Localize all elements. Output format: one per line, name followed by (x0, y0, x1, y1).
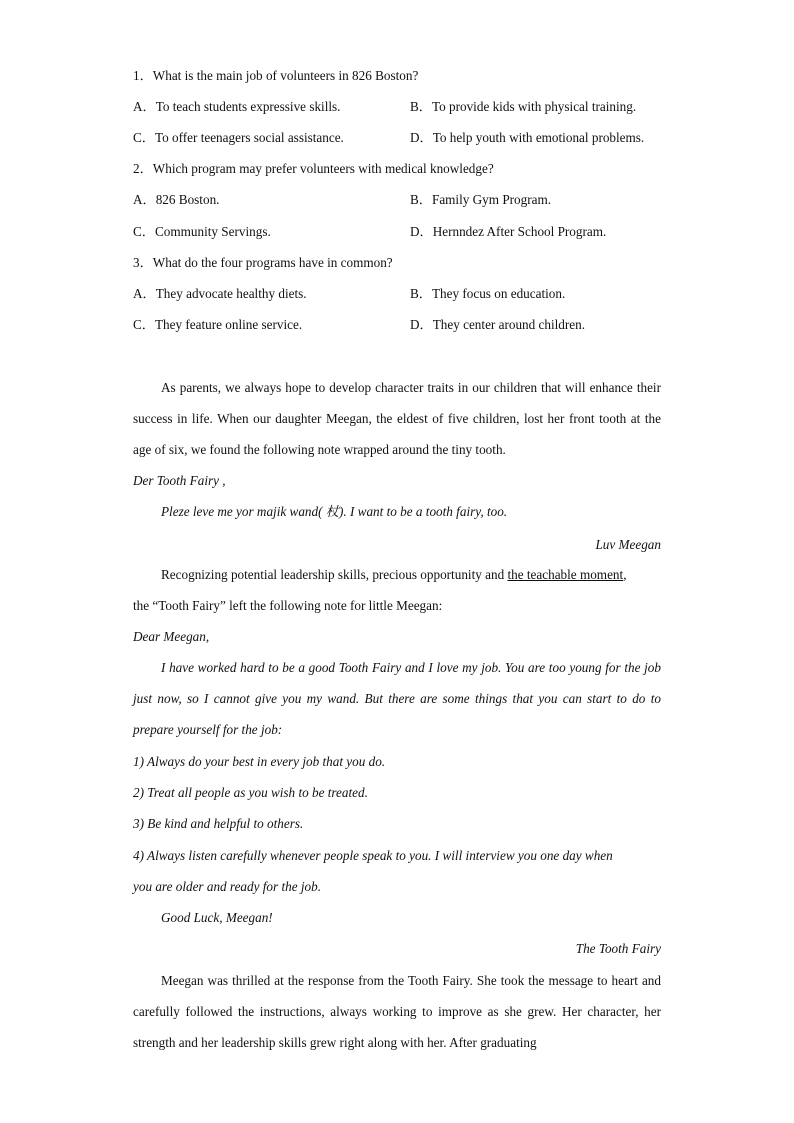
note2-signature: The Tooth Fairy (575, 941, 661, 956)
note2-closing: Good Luck, Meegan! (161, 910, 273, 925)
note2-rule-4-line2: you are older and ready for the job. (133, 879, 322, 894)
passage-intro-paragraph: As parents, we always hope to develop character traits in our children that will enhance their success in life. When our daughter Meegan, the eldest of five children, lost her front tooth at the age of six, we found the following note wrapped around the tiny tooth. (133, 380, 661, 458)
question-1-option-a: A．To teach students expressive skills. (133, 99, 341, 114)
note2-rule-4-line1: 4) Always listen carefully whenever people speak to you. I will interview you one day when (133, 848, 613, 863)
middle-text-post: , (623, 567, 627, 582)
question-3-option-c: C．They feature online service. (133, 317, 303, 332)
middle-text-pre: Recognizing potential leadership skills, precious opportunity and (161, 567, 508, 582)
middle-paragraph-line2: the “Tooth Fairy” left the following note for little Meegan: (133, 598, 443, 613)
question-2-option-a: A．826 Boston. (133, 192, 220, 207)
question-1-option-b: B．To provide kids with physical training. (410, 99, 637, 114)
question-1-option-c: C．To offer teenagers social assistance. (133, 130, 344, 145)
passage-outro-paragraph: Meegan was thrilled at the response from the Tooth Fairy. She took the message to heart and carefully followed the instructions, always working to improve as she grew. Her character, her strength and her leadership skills grew right along with her. After graduating (133, 973, 661, 1051)
note2-body: I have worked hard to be a good Tooth Fairy and I love my job. You are too young for the job just now, so I cannot give you my wand. But there are some things that you can start to do to prepare yourself for the job: (133, 660, 661, 738)
question-2-option-d: D．Hernndez After School Program. (410, 224, 607, 239)
note1-greeting: Der Tooth Fairy , (133, 473, 226, 488)
teachable-moment-underlined: the teachable moment (507, 567, 624, 582)
question-2-stem: 2．Which program may prefer volunteers with medical knowledge? (133, 161, 494, 176)
note2-rule-2: 2) Treat all people as you wish to be treated. (133, 785, 368, 800)
note1-body: Pleze leve me yor majik wand( 杖). I want to be a tooth fairy, too. (161, 504, 508, 519)
note2-greeting: Dear Meegan, (133, 629, 210, 644)
question-3-option-a: A．They advocate healthy diets. (133, 286, 307, 301)
question-3-option-d: D．They center around children. (410, 317, 586, 332)
note2-rule-3: 3) Be kind and helpful to others. (133, 816, 304, 831)
question-3-option-b: B．They focus on education. (410, 286, 566, 301)
note2-rule-1: 1) Always do your best in every job that you do. (133, 754, 386, 769)
question-3-stem: 3．What do the four programs have in common? (133, 255, 393, 270)
question-1-stem: 1．What is the main job of volunteers in 826 Boston? (133, 68, 419, 83)
question-2-option-b: B．Family Gym Program. (410, 192, 552, 207)
question-1-option-d: D．To help youth with emotional problems. (410, 130, 645, 145)
middle-paragraph-line1 (161, 567, 661, 583)
note1-signature: Luv Meegan (595, 537, 661, 552)
question-2-option-c: C．Community Servings. (133, 224, 271, 239)
